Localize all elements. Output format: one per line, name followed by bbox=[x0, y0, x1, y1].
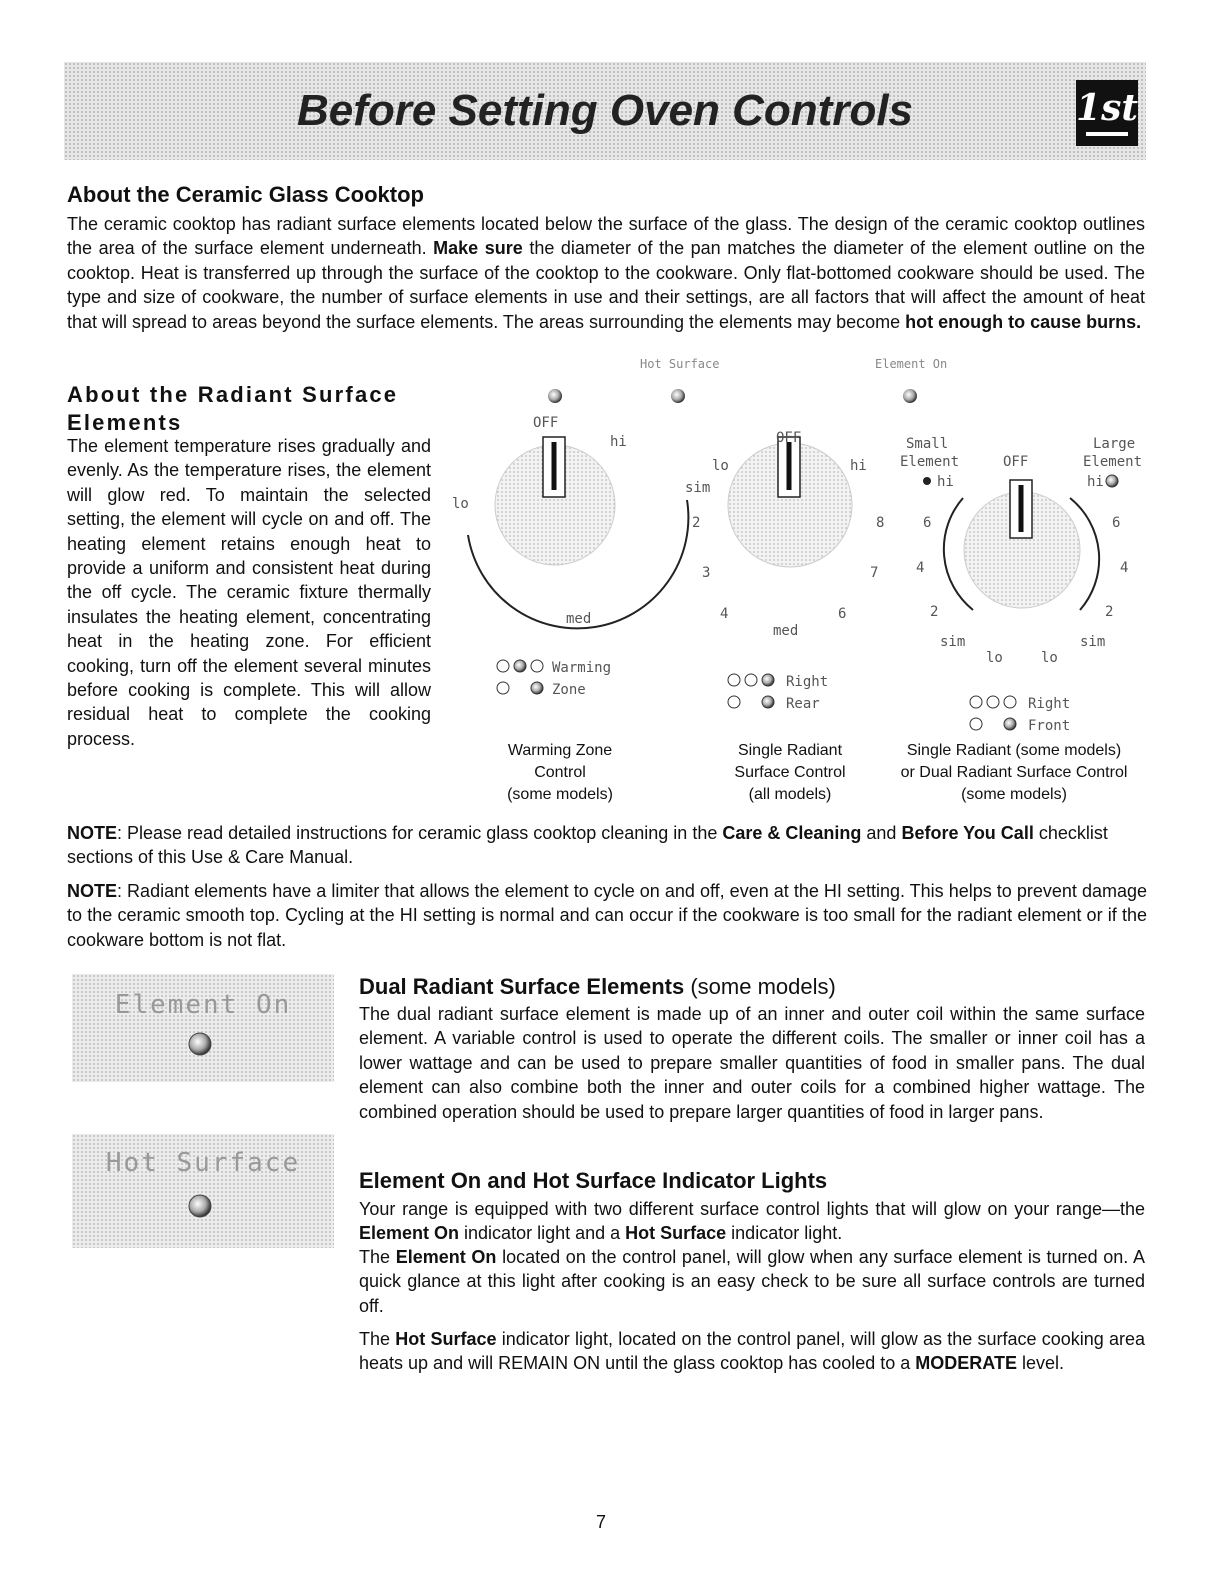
warming-zone-knob bbox=[452, 415, 688, 698]
knob1-lo: lo bbox=[452, 496, 469, 512]
knob2-location-2: Rear bbox=[786, 696, 820, 712]
dual-heading-bold: Dual Radiant Surface Elements bbox=[359, 974, 685, 999]
knob2-7: 7 bbox=[870, 565, 879, 581]
knob3-hi-left: hi bbox=[937, 474, 954, 490]
knob3-lo-right: lo bbox=[1041, 650, 1058, 666]
knob2-location-1: Right bbox=[786, 674, 829, 690]
knob1-off: OFF bbox=[533, 415, 559, 431]
knob1-location-2: Zone bbox=[552, 682, 586, 698]
ind-p2-c: located on the control panel, will glow when any surface element is turned on. A quick glance at this light after cooking is an easy check to be sure all surface controls are turned off. bbox=[359, 1247, 1145, 1316]
knob2-sim: sim bbox=[685, 480, 711, 496]
dual-radiant-knob bbox=[900, 436, 1142, 734]
ind-p3-bold: Hot Surface bbox=[395, 1329, 497, 1349]
ind-p3-a: The bbox=[359, 1329, 396, 1349]
radiant-heading: About the Radiant Surface Elements bbox=[67, 382, 399, 435]
ceramic-text-1: The ceramic cooktop has radiant surface elements located below the surface of the glass. The design of the ceramic cooktop outlines the area of the surface element underneath. bbox=[67, 214, 1145, 259]
caption-warming-zone bbox=[470, 740, 650, 806]
hot-surface-panel-label: Hot Surface bbox=[105, 1148, 301, 1178]
knob2-off: OFF bbox=[776, 430, 802, 446]
note-1-bold-1: Care & Cleaning bbox=[722, 823, 862, 843]
note-cleaning bbox=[67, 821, 1147, 870]
dual-paragraph: The dual radiant surface element is made up of an inner and outer coil within the same surface element. A variable control is used to operate the different coils. The smaller or inner coil has a lower wattage and can be used to prepare smaller quantities of food in smaller pans. The dual element can also combine both the inner and outer coils for a combined higher wattage. The combined operation should be used to prepare larger quantities of food in larger pans. bbox=[359, 1004, 1145, 1122]
ind-p1-c: indicator light and a bbox=[459, 1223, 626, 1244]
ind-p1-bold-2: Hot Surface bbox=[625, 1223, 727, 1244]
knob3-4-right: 4 bbox=[1120, 560, 1129, 576]
caption-1-line-1: Warming Zone bbox=[507, 742, 613, 759]
note-1-bold-2: Before You Call bbox=[901, 823, 1034, 843]
knob3-2-left: 2 bbox=[930, 604, 939, 620]
dual-heading bbox=[359, 974, 836, 1000]
knob1-location-1: Warming bbox=[552, 660, 612, 676]
note-1-text-a: : Please read detailed instructions for ceramic glass cooktop cleaning in the bbox=[117, 823, 723, 843]
note-2-label: NOTE bbox=[67, 881, 118, 901]
knob3-4-left: 4 bbox=[916, 560, 925, 576]
caption-3-line-3: (some models) bbox=[961, 786, 1067, 803]
hot-surface-panel-lamp-icon bbox=[72, 1188, 334, 1232]
element-on-label: Element On bbox=[875, 357, 948, 371]
ceramic-bold-2: hot enough to cause burns. bbox=[905, 311, 1142, 332]
ind-p3-c: indicator light, located on the control panel, will glow as the surface cooking area heats up and will REMAIN ON until the glass cooktop has cooled to a bbox=[359, 1329, 1145, 1374]
caption-1-line-3: (some models) bbox=[507, 786, 613, 803]
caption-2-line-1: Single Radiant bbox=[737, 742, 843, 759]
badge-underline bbox=[1086, 132, 1128, 136]
ceramic-bold-1: Make sure bbox=[433, 238, 523, 259]
caption-2-line-2: Surface Control bbox=[734, 764, 846, 781]
caption-3-line-2: or Dual Radiant Surface Control bbox=[900, 764, 1128, 781]
element-on-panel bbox=[72, 974, 334, 1082]
caption-1-line-2: Control bbox=[534, 764, 586, 781]
knob2-3: 3 bbox=[702, 565, 711, 581]
knob2-4: 4 bbox=[720, 606, 729, 622]
knob3-large-2: Element bbox=[1083, 454, 1143, 470]
note-limiter bbox=[67, 879, 1147, 952]
element-on-panel-label: Element On bbox=[114, 990, 292, 1020]
note-1-text-c: and bbox=[861, 823, 902, 843]
ind-p1-bold-1: Element On bbox=[359, 1223, 460, 1244]
knob3-sim-right: sim bbox=[1080, 634, 1106, 650]
knob3-small-2: Element bbox=[900, 454, 960, 470]
note-1-text-d: checklist sections of this Use & Care Manual. bbox=[67, 823, 1108, 868]
knob3-2-right: 2 bbox=[1105, 604, 1114, 620]
caption-dual-radiant bbox=[880, 740, 1148, 806]
ceramic-text-2: the diameter of the pan matches the diameter of the element outline on the cooktop. Heat is transferred up through the surface of the cooktop to the cookware. Only flat-bottomed cookware should be used. The type and size of cookware, the number of surface elements in use and their settings, are all factors that will affect the amount of heat that will spread to areas beyond the surface elements. The areas surrounding the elements may become bbox=[67, 238, 1145, 332]
knob2-lo: lo bbox=[712, 458, 729, 474]
ind-p1-a: Your range is equipped with two different surface control lights that will glow on your range—the bbox=[359, 1199, 1145, 1219]
knob3-small-1: Small bbox=[906, 436, 949, 452]
badge-label: 1st bbox=[1076, 87, 1138, 129]
knob2-8: 8 bbox=[876, 515, 885, 531]
ind-p2-a: The bbox=[359, 1247, 396, 1267]
ind-p2-bold: Element On bbox=[395, 1247, 497, 1267]
ceramic-heading: About the Ceramic Glass Cooktop bbox=[67, 182, 424, 207]
knob3-6-left: 6 bbox=[923, 515, 932, 531]
knob3-location-2: Front bbox=[1028, 718, 1071, 734]
note-2-text: : Radiant elements have a limiter that allows the element to cycle on and off, even at the HI setting. This helps to prevent damage to the ceramic smooth top. Cycling at the HI setting is normal and can occur if the cookware is too small for the radiant element or if the cookware bottom is not flat. bbox=[67, 881, 1147, 950]
first-badge bbox=[1076, 80, 1138, 146]
ceramic-paragraph bbox=[67, 212, 1145, 334]
hot-surface-label: Hot Surface bbox=[640, 357, 720, 371]
radiant-paragraph: The element temperature rises gradually and evenly. As the temperature rises, the element will glow red. To maintain the selected setting, the element will cycle on and off. The heating element retains enough heat to provide a uniform and consistent heat during the off cycle. The ceramic fixture thermally insulates the heating element, concentrating heat in the heating zone. For efficient cooking, turn off the element several minutes before cooking is complete. This will allow residual heat to complete the cooking process. bbox=[67, 436, 431, 749]
knob3-hi-right: hi bbox=[1087, 474, 1104, 490]
knob3-6-right: 6 bbox=[1112, 515, 1121, 531]
ind-p3-bold-2: MODERATE bbox=[915, 1353, 1017, 1374]
indicator-paragraph-3 bbox=[359, 1327, 1145, 1376]
hot-surface-panel bbox=[72, 1134, 334, 1248]
page-title: Before Setting Oven Controls bbox=[296, 86, 914, 135]
single-radiant-knob bbox=[685, 430, 884, 712]
ind-p3-e: level. bbox=[1016, 1353, 1064, 1374]
element-on-lamp-icon bbox=[903, 389, 917, 403]
caption-2-line-3: (all models) bbox=[748, 786, 832, 803]
knob3-sim-left: sim bbox=[940, 634, 966, 650]
knob2-2: 2 bbox=[692, 515, 701, 531]
indicator-paragraph-2 bbox=[359, 1245, 1145, 1318]
lamp-icon bbox=[548, 389, 562, 403]
knob2-med: med bbox=[773, 623, 799, 639]
knob2-hi: hi bbox=[850, 458, 867, 474]
knob3-lo-left: lo bbox=[986, 650, 1003, 666]
page-number: 7 bbox=[596, 1512, 607, 1532]
indicator-paragraph-1 bbox=[359, 1197, 1145, 1246]
hot-surface-lamp-icon bbox=[671, 389, 685, 403]
knob3-off: OFF bbox=[1003, 454, 1029, 470]
dual-heading-normal: (some models) bbox=[684, 974, 836, 999]
control-knobs-diagram bbox=[440, 350, 1150, 735]
note-1-label: NOTE bbox=[67, 823, 118, 843]
caption-single-radiant bbox=[700, 740, 880, 806]
knob3-large-1: Large bbox=[1093, 436, 1136, 452]
knob3-location-1: Right bbox=[1028, 696, 1071, 712]
knob1-med: med bbox=[566, 611, 592, 627]
knob1-hi: hi bbox=[610, 434, 627, 450]
header-banner bbox=[64, 62, 1146, 160]
ind-p1-d: indicator light. bbox=[726, 1223, 843, 1244]
caption-3-line-1: Single Radiant (some models) bbox=[906, 742, 1122, 759]
knob2-6: 6 bbox=[838, 606, 847, 622]
element-on-panel-lamp-icon bbox=[72, 1026, 334, 1066]
indicator-heading: Element On and Hot Surface Indicator Lights bbox=[359, 1168, 828, 1193]
